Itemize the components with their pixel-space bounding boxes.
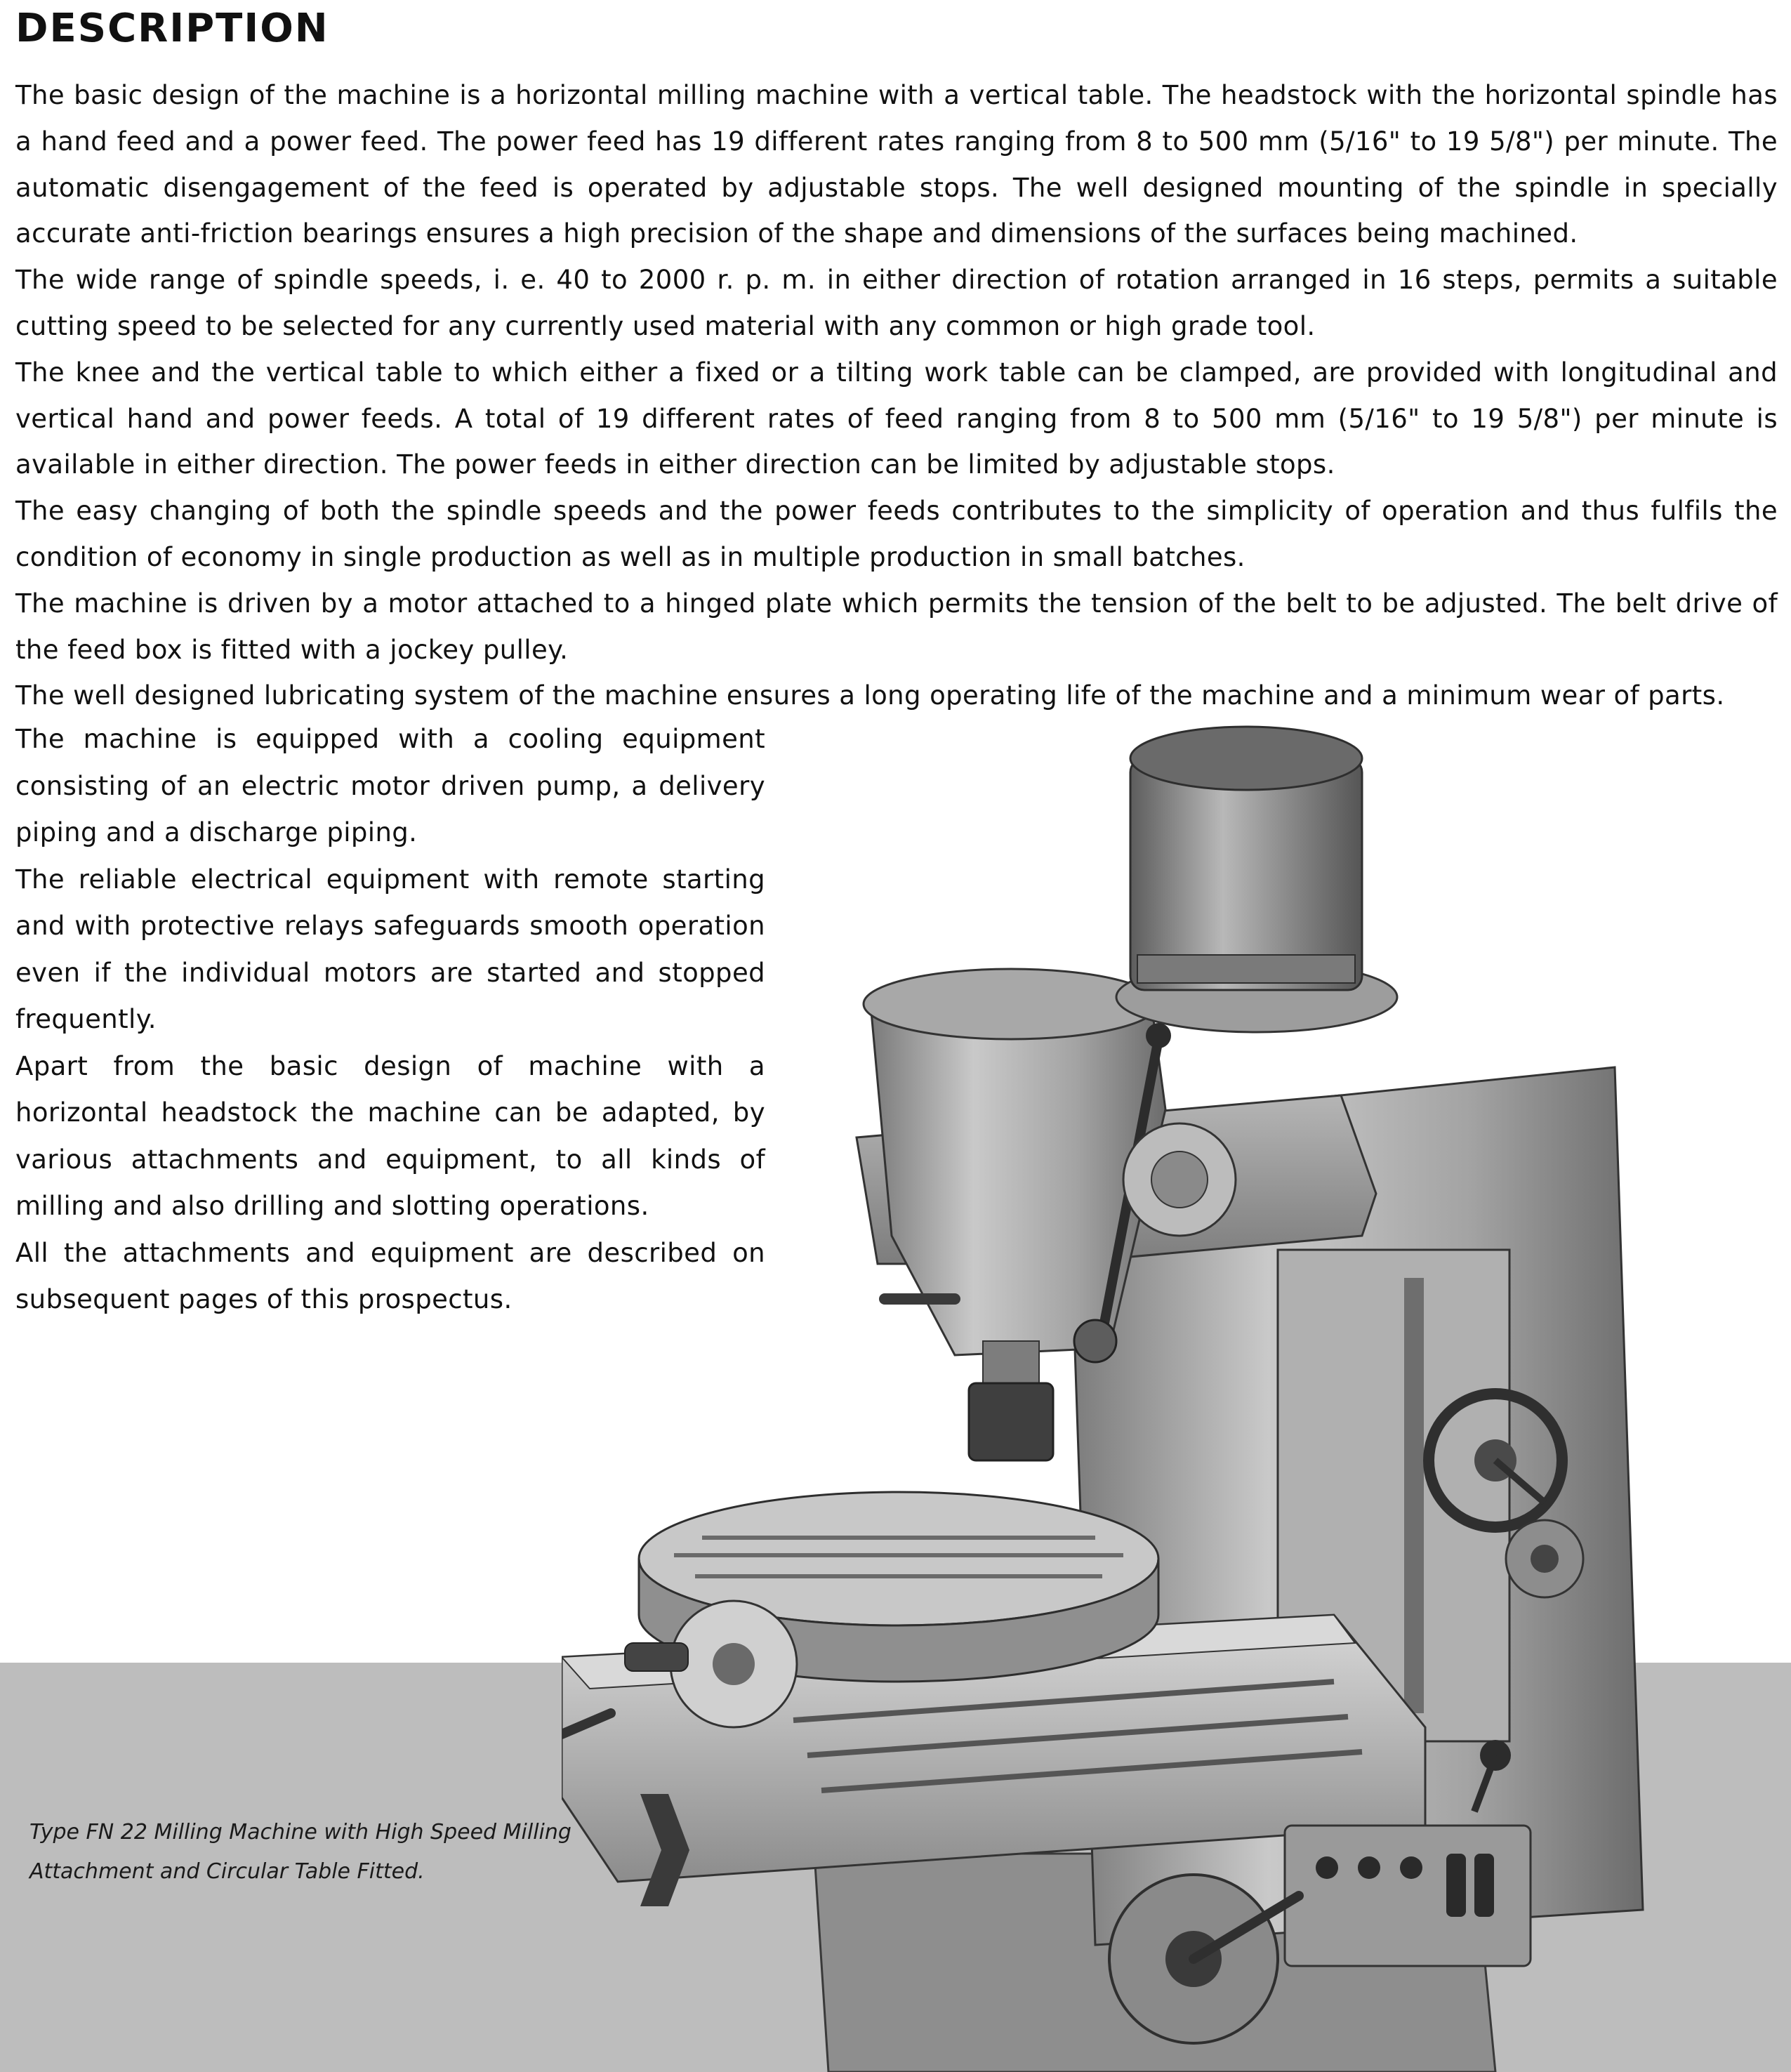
arrow-right-icon bbox=[640, 1794, 689, 1906]
caption-line-2: Attachment and Circular Table Fitted. bbox=[29, 1859, 425, 1884]
paragraph-motor-drive: The machine is driven by a motor attached to a hinged plate which permits the tension of the belt to be adjusted. The belt drive of the feed box is fitted with a jockey pulley. bbox=[15, 588, 1778, 665]
figure-caption bbox=[29, 1813, 640, 1892]
paragraph-easy-changing: The easy changing of both the spindle speeds and the power feeds contributes to the simplicity of operation and thus fulfils the condition of economy in single production as well as in multiple production in small batches. bbox=[15, 496, 1778, 572]
paragraph-basic-design: The basic design of the machine is a horizontal milling machine with a vertical table. The headstock with the horizontal spindle has a hand feed and a power feed. The power feed has 19 different rates ranging from 8 to 500 mm (5/16" to 19 5/8") per minute. The automatic disengagement of the feed is operated by adjustable stops. The well designed mounting of the spindle in specially accurate anti-friction bearings ensures a high precision of the shape and dimensions of the surfaces being machined. bbox=[15, 80, 1778, 249]
paragraph-spindle-speeds: The wide range of spindle speeds, i. e. 40 to 2000 r. p. m. in either direction of rotation arranged in 16 steps, permits a suitable cutting speed to be selected for any currently used material with any common or high grade tool. bbox=[15, 265, 1778, 341]
milling-cutter bbox=[969, 1383, 1053, 1460]
paragraph-cooling: The machine is equipped with a cooling equipment consisting of an electric motor driven pump, a delivery piping and a discharge piping. bbox=[15, 724, 765, 847]
paragraph-knee-table: The knee and the vertical table to which either a fixed or a tilting work table can be clamped, are provided with longitudinal and vertical hand and power feeds. A total of 19 different rates of feed ranging from 8 to 500 mm (5/16" to 19 5/8") per minute is available in either direction. The power feeds in either direction can be limited by adjustable stops. bbox=[15, 357, 1778, 480]
description-full-width bbox=[15, 72, 1778, 719]
caption-line-1: Type FN 22 Milling Machine with High Speed Milling bbox=[29, 1820, 571, 1845]
paragraph-electrical: The reliable electrical equipment with remote starting and with protective relays safeguards smooth operation even if the individual motors are started and stopped frequently. bbox=[15, 864, 765, 1034]
spindle bbox=[983, 1341, 1039, 1383]
paragraph-lubrication: The well designed lubricating system of the machine ensures a long operating life of the machine and a minimum wear of parts. bbox=[15, 680, 1725, 711]
paragraph-attachments: Apart from the basic design of machine with a horizontal headstock the machine can be adapted, by various attachments and equipment, to all kinds of milling and also drilling and slotting operations. bbox=[15, 1050, 765, 1221]
paragraph-prospectus: All the attachments and equipment are described on subsequent pages of this prospectus. bbox=[15, 1237, 765, 1314]
milling-machine-illustration bbox=[562, 702, 1791, 2072]
page-heading: DESCRIPTION bbox=[15, 6, 329, 51]
